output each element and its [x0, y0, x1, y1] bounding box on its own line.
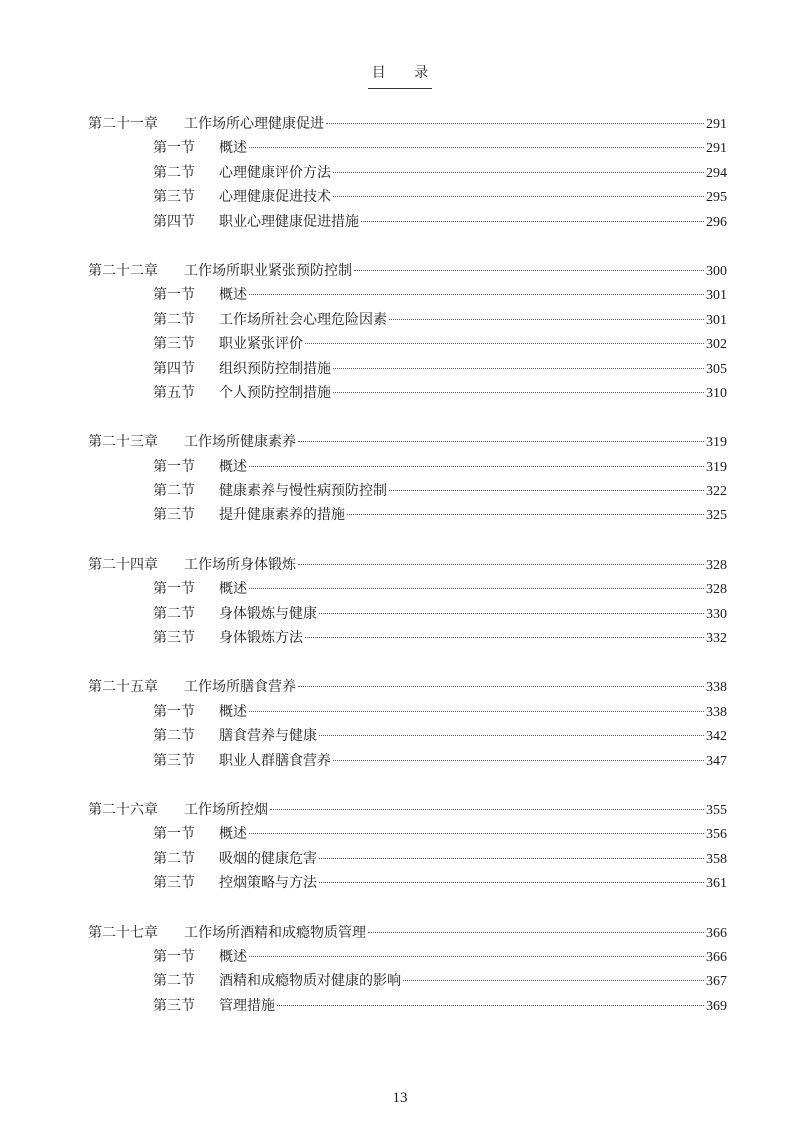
- toc-section-row[interactable]: [0, 822, 800, 846]
- toc-section-row[interactable]: [0, 283, 800, 307]
- section-number: 第二节: [153, 164, 195, 181]
- section-number: 第三节: [153, 507, 195, 524]
- toc-section-row[interactable]: [0, 185, 800, 209]
- toc-section-row[interactable]: [0, 455, 800, 479]
- chapter-number: 第二十一章: [88, 116, 158, 132]
- section-title: 概述: [219, 458, 247, 475]
- section-number: 第一节: [153, 140, 195, 157]
- section-title: 提升健康素养的措施: [219, 507, 345, 524]
- toc-section-row[interactable]: [0, 479, 800, 503]
- page-ref: 294: [706, 165, 727, 181]
- dot-leader: [389, 489, 704, 491]
- section-title: 概述: [219, 140, 247, 157]
- page-ref: 328: [706, 582, 727, 598]
- section-number: 第三节: [153, 336, 195, 353]
- toc-chapter-block: [0, 553, 800, 651]
- page-ref: 356: [706, 827, 727, 843]
- toc-section-row[interactable]: [0, 503, 800, 527]
- dot-leader: [249, 832, 704, 834]
- page-ref: 301: [706, 288, 727, 304]
- section-title: 组织预防控制措施: [219, 360, 331, 377]
- chapter-title: 工作场所酒精和成瘾物质管理: [184, 924, 366, 941]
- section-number: 第一节: [153, 826, 195, 843]
- dot-leader: [333, 391, 704, 393]
- toc-chapter-block: [0, 430, 800, 528]
- toc-section-row[interactable]: [0, 847, 800, 871]
- page-title: 目 录: [371, 65, 441, 81]
- toc-chapter-block: [0, 112, 800, 234]
- section-title: 概述: [219, 287, 247, 304]
- page-ref: 310: [706, 385, 727, 401]
- dot-leader: [326, 122, 704, 124]
- section-title: 职业心理健康促进措施: [219, 213, 359, 230]
- toc-section-row[interactable]: [0, 210, 800, 234]
- page-ref: 291: [706, 117, 727, 132]
- dot-leader: [249, 587, 704, 589]
- toc-section-row[interactable]: [0, 749, 800, 773]
- toc-chapter-block: [0, 921, 800, 1019]
- toc-chapter-row[interactable]: [0, 553, 800, 577]
- page-ref: 328: [706, 557, 727, 573]
- section-number: 第三节: [153, 630, 195, 647]
- toc-section-row[interactable]: [0, 308, 800, 332]
- section-number: 第二节: [153, 973, 195, 990]
- page-ref: 319: [706, 459, 727, 475]
- section-title: 心理健康评价方法: [219, 164, 331, 181]
- dot-leader: [347, 513, 704, 515]
- page-ref: 301: [706, 312, 727, 328]
- title-underline: [368, 88, 432, 89]
- chapter-title: 工作场所健康素养: [184, 434, 296, 451]
- dot-leader: [333, 195, 704, 197]
- toc-section-row[interactable]: [0, 994, 800, 1018]
- toc-section-row[interactable]: [0, 332, 800, 356]
- chapter-title: 工作场所控烟: [184, 801, 268, 818]
- toc-chapter-row[interactable]: [0, 921, 800, 945]
- toc-chapter-block: [0, 798, 800, 896]
- toc-section-row[interactable]: [0, 136, 800, 160]
- dot-leader: [249, 293, 704, 295]
- chapter-number: 第二十四章: [88, 556, 158, 573]
- page-ref: 325: [706, 508, 727, 524]
- section-number: 第二节: [153, 483, 195, 500]
- dot-leader: [298, 440, 704, 442]
- chapter-title: 工作场所身体锻炼: [184, 556, 296, 573]
- dot-leader: [270, 808, 704, 810]
- chapter-number: 第二十五章: [88, 679, 158, 696]
- section-number: 第二节: [153, 728, 195, 745]
- toc-section-row[interactable]: [0, 700, 800, 724]
- section-title: 概述: [219, 948, 247, 965]
- section-title: 身体锻炼与健康: [219, 605, 317, 622]
- section-number: 第四节: [153, 213, 195, 230]
- dot-leader: [319, 857, 704, 859]
- section-number: 第一节: [153, 458, 195, 475]
- page-ref: 330: [706, 606, 727, 622]
- section-title: 酒精和成瘾物质对健康的影响: [219, 973, 401, 990]
- section-title: 心理健康促进技术: [219, 189, 331, 206]
- section-number: 第五节: [153, 384, 195, 401]
- dot-leader: [333, 367, 704, 369]
- page-ref: 366: [706, 925, 727, 941]
- toc-chapter-row[interactable]: [0, 259, 800, 283]
- toc-section-row[interactable]: [0, 161, 800, 185]
- page-ref: 300: [706, 263, 727, 279]
- page-ref: 332: [706, 631, 727, 647]
- chapter-title: 工作场所职业紧张预防控制: [184, 262, 352, 279]
- section-title: 控烟策略与方法: [219, 875, 317, 892]
- dot-leader: [249, 146, 704, 148]
- dot-leader: [305, 636, 704, 638]
- page-ref: 358: [706, 851, 727, 867]
- page-ref: 319: [706, 435, 727, 451]
- chapter-title: 工作场所心理健康促进: [184, 116, 324, 132]
- dot-leader: [249, 465, 704, 467]
- chapter-number: 第二十七章: [88, 924, 158, 941]
- section-number: 第一节: [153, 287, 195, 304]
- section-title: 健康素养与慢性病预防控制: [219, 483, 387, 500]
- section-title: 概述: [219, 826, 247, 843]
- section-title: 职业人群膳食营养: [219, 752, 331, 769]
- dot-leader: [277, 1004, 704, 1006]
- chapter-title: 工作场所膳食营养: [184, 679, 296, 696]
- dot-leader: [249, 710, 704, 712]
- chapter-number: 第二十六章: [88, 801, 158, 818]
- toc-chapter-block: [0, 675, 800, 773]
- page-ref: 369: [706, 998, 727, 1014]
- page-ref: 342: [706, 729, 727, 745]
- page-ref: 355: [706, 802, 727, 818]
- chapter-number: 第二十二章: [88, 262, 158, 279]
- dot-leader: [389, 318, 704, 320]
- dot-leader: [333, 171, 704, 173]
- section-title: 职业紧张评价: [219, 336, 303, 353]
- page-ref: 367: [706, 974, 727, 990]
- section-title: 膳食营养与健康: [219, 728, 317, 745]
- toc-section-row[interactable]: [0, 357, 800, 381]
- page-ref: 322: [706, 484, 727, 500]
- dot-leader: [319, 612, 704, 614]
- page-ref: 366: [706, 949, 727, 965]
- toc-section-row[interactable]: [0, 381, 800, 405]
- toc-chapter-row[interactable]: [0, 430, 800, 454]
- page-ref: 302: [706, 337, 727, 353]
- page-ref: 338: [706, 704, 727, 720]
- section-title: 吸烟的健康危害: [219, 850, 317, 867]
- page-ref: 295: [706, 190, 727, 206]
- toc-chapter-row[interactable]: [0, 675, 800, 699]
- page-number: 13: [392, 1090, 408, 1106]
- dot-leader: [298, 685, 704, 687]
- toc-section-row[interactable]: [0, 626, 800, 650]
- dot-leader: [319, 734, 704, 736]
- section-number: 第三节: [153, 875, 195, 892]
- page-ref: 361: [706, 876, 727, 892]
- toc-section-row[interactable]: [0, 724, 800, 748]
- section-number: 第三节: [153, 189, 195, 206]
- table-of-contents: [0, 112, 800, 1043]
- dot-leader: [298, 563, 704, 565]
- toc-section-row[interactable]: [0, 871, 800, 895]
- dot-leader: [249, 955, 704, 957]
- chapter-number: 第二十三章: [88, 434, 158, 451]
- section-number: 第二节: [153, 850, 195, 867]
- section-title: 管理措施: [219, 997, 275, 1014]
- page-ref: 338: [706, 680, 727, 696]
- section-title: 概述: [219, 703, 247, 720]
- dot-leader: [333, 759, 704, 761]
- section-number: 第三节: [153, 997, 195, 1014]
- section-number: 第三节: [153, 752, 195, 769]
- page-ref: 347: [706, 753, 727, 769]
- dot-leader: [354, 269, 704, 271]
- toc-section-row[interactable]: [0, 945, 800, 969]
- section-number: 第二节: [153, 605, 195, 622]
- section-title: 个人预防控制措施: [219, 384, 331, 401]
- section-number: 第二节: [153, 311, 195, 328]
- page-ref: 291: [706, 141, 727, 157]
- dot-leader: [403, 979, 704, 981]
- toc-section-row[interactable]: [0, 602, 800, 626]
- toc-section-row[interactable]: [0, 969, 800, 993]
- toc-section-row[interactable]: [0, 577, 800, 601]
- section-number: 第一节: [153, 948, 195, 965]
- toc-chapter-row[interactable]: [0, 112, 800, 136]
- page-ref: 296: [706, 214, 727, 230]
- toc-chapter-row[interactable]: [0, 798, 800, 822]
- section-number: 第四节: [153, 360, 195, 377]
- dot-leader: [361, 220, 704, 222]
- toc-chapter-block: [0, 259, 800, 405]
- page-ref: 305: [706, 361, 727, 377]
- section-title: 概述: [219, 581, 247, 598]
- dot-leader: [368, 931, 704, 933]
- dot-leader: [305, 342, 704, 344]
- section-number: 第一节: [153, 581, 195, 598]
- dot-leader: [319, 881, 704, 883]
- section-number: 第一节: [153, 703, 195, 720]
- section-title: 工作场所社会心理危险因素: [219, 311, 387, 328]
- section-title: 身体锻炼方法: [219, 630, 303, 647]
